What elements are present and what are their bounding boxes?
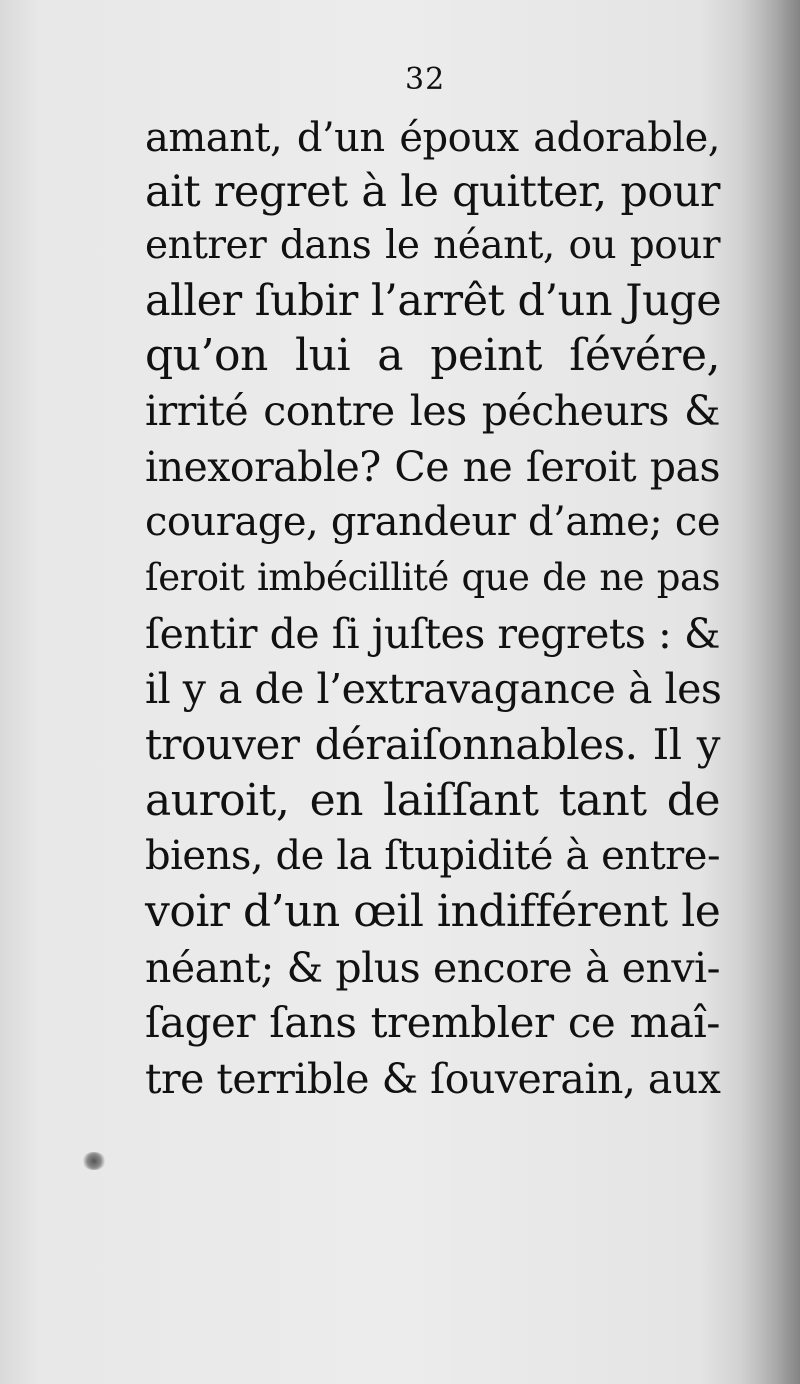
text-line-2: ait regret à le quitter, pour: [145, 167, 720, 217]
text-line-9: ſeroit imbécillité que de ne pas: [145, 556, 720, 599]
text-line-17: ſager ſans trembler ce maî-: [145, 998, 720, 1047]
text-line-8: courage, grandeur d’ame; ce: [145, 499, 720, 545]
text-line-5: qu’on lui a peint ſévére,: [145, 330, 720, 381]
text-line-7: inexorable? Ce ne ſeroit pas: [145, 443, 720, 491]
ink-speck: [82, 1152, 106, 1170]
text-line-18: tre terrible & ſouverain, aux: [145, 1055, 721, 1103]
text-line-14: biens, de la ſtupidité à entre-: [145, 833, 720, 879]
text-line-15: voir d’un œil indifférent le: [145, 886, 721, 937]
text-line-11: il y a de l’extravagance à les: [145, 665, 722, 713]
text-line-13: auroit, en laiſſant tant de: [145, 775, 720, 826]
text-line-1: amant, d’un époux adorable,: [145, 115, 720, 161]
text-line-6: irrité contre les pécheurs &: [145, 387, 720, 435]
text-line-10: ſentir de ſi juſtes regrets : &: [145, 610, 720, 658]
text-line-16: néant; & plus encore à envi-: [145, 944, 720, 992]
text-line-12: trouver déraiſonnables. Il y: [145, 720, 720, 769]
text-line-4: aller ſubir l’arrêt d’un Juge: [145, 276, 722, 326]
page-number: 32: [405, 62, 446, 97]
text-line-3: entrer dans le néant, ou pour: [145, 223, 720, 268]
